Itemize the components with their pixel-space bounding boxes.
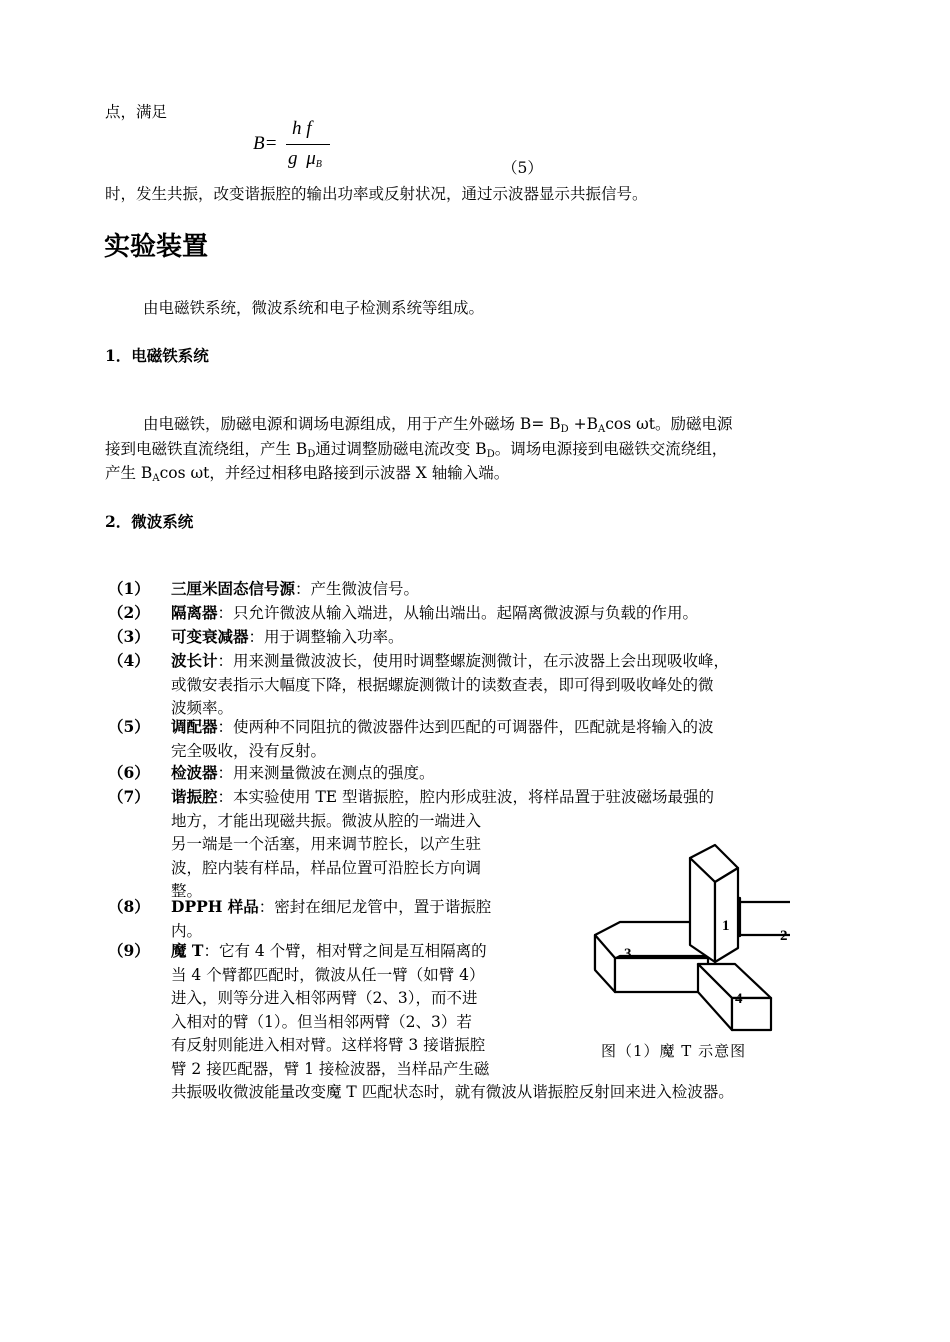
list-item-continuation: 当 4 个臂都匹配时，微波从任一臂（如臂 4） xyxy=(171,965,485,984)
list-item-number: （7） xyxy=(108,787,150,806)
arm3-side xyxy=(615,958,708,992)
arm4-label: 4 xyxy=(735,991,743,1007)
list-item-term: 谐振腔 xyxy=(171,787,218,806)
section-intro: 由电磁铁系统，微波系统和电子检测系统等组成。 xyxy=(143,299,485,317)
arm1-label: 1 xyxy=(722,918,730,934)
list-item-text xyxy=(171,601,698,623)
text: 产生 B xyxy=(105,464,153,482)
list-item-continuation: 臂 2 接匹配器，臂 1 接检波器，当样品产生磁 xyxy=(171,1059,490,1078)
paragraph-line xyxy=(143,412,732,435)
section-title: 实验装置 xyxy=(104,232,209,262)
list-item-text xyxy=(171,649,729,671)
list-item-desc: ：本实验使用 TE 型谐振腔，腔内形成驻波，将样品置于驻波磁场最强的 xyxy=(217,788,715,806)
figure-caption: 图（1）魔 T 示意图 xyxy=(601,1042,747,1060)
subsection-title: 1．电磁铁系统 xyxy=(105,346,209,365)
formula-den-g: g xyxy=(288,148,298,169)
text: 由电磁铁，励磁电源和调场电源组成，用于产生外磁场 B= B xyxy=(143,415,561,433)
list-item-text xyxy=(171,625,404,647)
list-item-continuation: 共振吸收微波能量改变魔 T 匹配状态时，就有微波从谐振腔反射回来进入检波器。 xyxy=(171,1083,734,1101)
list-item-term: 调配器 xyxy=(171,717,218,736)
paragraph-line xyxy=(105,437,727,460)
list-item-desc: ：它有 4 个臂，相对臂之间是互相隔离的 xyxy=(203,942,487,960)
list-item-term: 三厘米固态信号源 xyxy=(171,579,296,598)
list-item-number: （2） xyxy=(108,603,150,622)
list-item-text xyxy=(171,715,714,737)
text: cos ωt。励磁电源 xyxy=(605,415,733,433)
list-item-continuation: 整。 xyxy=(171,882,203,900)
list-item-continuation: 有反射则能进入相对臂。这样将臂 3 接谐振腔 xyxy=(171,1036,486,1054)
subsection-title: 2．微波系统 xyxy=(105,512,194,531)
list-item-desc: ：只允许微波从输入端进，从输出端出。起隔离微波源与负载的作用。 xyxy=(217,604,699,622)
text: 。调场电源接到电磁铁交流绕组， xyxy=(494,440,728,458)
list-item-number: （5） xyxy=(108,717,150,736)
magic-t-figure xyxy=(590,840,790,1040)
list-item-desc: ：产生微波信号。 xyxy=(295,580,420,598)
list-item-number: （4） xyxy=(108,651,150,670)
list-item-text xyxy=(171,761,435,783)
arm3-label: 3 xyxy=(624,946,632,962)
paragraph-line xyxy=(105,461,509,484)
list-item-desc: ：用于调整输入功率。 xyxy=(248,628,404,646)
list-item-desc: ：密封在细尼龙管中，置于谐振腔 xyxy=(258,898,492,916)
fraction-bar xyxy=(286,144,330,145)
list-item-term: 隔离器 xyxy=(171,603,218,622)
subscript: D xyxy=(486,449,495,460)
formula-lhs: B= xyxy=(253,133,278,154)
list-item-number: （9） xyxy=(108,941,150,960)
list-item-term: 波长计 xyxy=(171,651,218,670)
text-line: 时，发生共振，改变谐振腔的输出功率或反射状况，通过示波器显示共振信号。 xyxy=(105,185,648,203)
list-item-continuation: 内。 xyxy=(171,921,203,940)
subscript: A xyxy=(597,424,606,435)
list-item-text xyxy=(171,895,491,917)
list-item-text xyxy=(171,939,487,961)
list-item-continuation: 或微安表指示大幅度下降，根据螺旋测微计的读数查表，即可得到吸收峰处的微 xyxy=(171,675,714,694)
list-item-continuation: 另一端是一个活塞，用来调节腔长，以产生驻 xyxy=(171,835,482,853)
text: 通过调整励磁电流改变 B xyxy=(315,440,487,458)
list-item-text xyxy=(171,577,419,599)
list-item-continuation: 入相对的臂（1）。但当相邻两臂（2、3）若 xyxy=(171,1012,472,1031)
subscript: D xyxy=(560,424,569,435)
list-item-term: DPPH 样品 xyxy=(171,897,259,916)
list-item-number: （3） xyxy=(108,627,150,646)
subscript: D xyxy=(307,449,316,460)
text: +B xyxy=(568,415,598,433)
list-item-continuation: 波频率。 xyxy=(171,699,234,717)
list-item-number: （6） xyxy=(108,763,150,782)
list-item-number: （1） xyxy=(108,579,150,598)
list-item-desc: ：使两种不同阻抗的微波器件达到匹配的可调器件，匹配就是将输入的波 xyxy=(217,718,714,736)
list-item-continuation: 地方，才能出现磁共振。微波从腔的一端进入 xyxy=(171,811,482,830)
list-item-term: 检波器 xyxy=(171,763,218,782)
list-item-number: （8） xyxy=(108,897,150,916)
list-item-term: 可变衰减器 xyxy=(171,627,249,646)
text: cos ωt，并经过相移电路接到示波器 X 轴输入端。 xyxy=(159,464,510,482)
list-item-desc: ：用来测量微波在测点的强度。 xyxy=(217,764,435,782)
text: 接到电磁铁直流绕组，产生 B xyxy=(105,440,308,458)
formula-den-sub: B xyxy=(315,159,322,170)
formula-den-mu: μ xyxy=(306,148,316,169)
list-item-term: 魔 T xyxy=(171,941,204,960)
formula-denominator xyxy=(288,148,322,170)
list-item-text xyxy=(171,785,714,807)
list-item-continuation: 进入，则等分进入相邻两臂（2、3），而不进 xyxy=(171,989,478,1007)
arm1-right-face xyxy=(715,868,738,962)
list-item-continuation: 波，腔内装有样品，样品位置可沿腔长方向调 xyxy=(171,858,482,877)
subscript: A xyxy=(152,473,160,484)
arm2-label: 2 xyxy=(780,928,788,944)
list-item-desc: ：用来测量微波波长，使用时调整螺旋测微计，在示波器上会出现吸收峰， xyxy=(217,652,730,670)
text-line: 点，满足 xyxy=(105,103,168,121)
equation-number: （5） xyxy=(502,159,543,177)
formula-numerator: h f xyxy=(292,118,312,139)
list-item-continuation: 完全吸收，没有反射。 xyxy=(171,741,327,760)
